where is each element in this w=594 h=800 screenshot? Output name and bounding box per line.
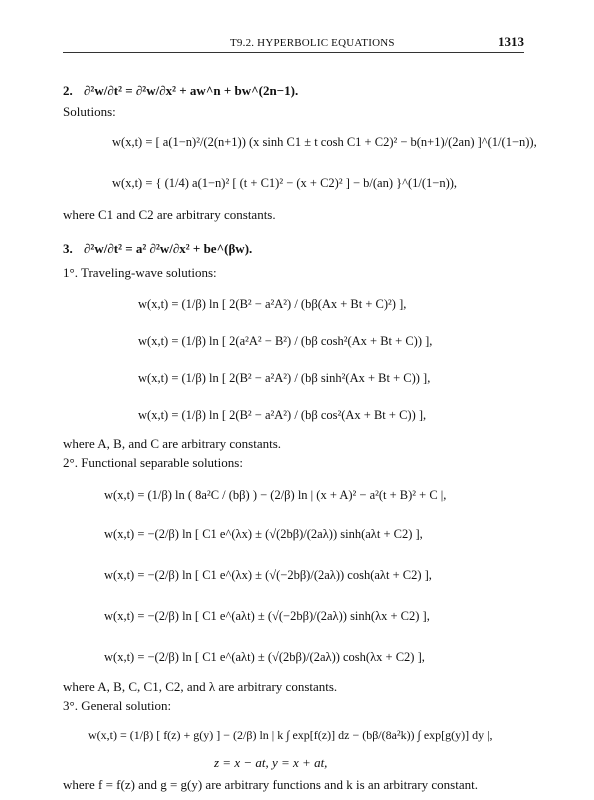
traveling-wave-solution-1: w(x,t) = (1/β) ln [ 2(B² − a²A²) / (bβ(Ax + Bt + C)²) ], xyxy=(138,297,407,311)
running-title: T9.2. HYPERBOLIC EQUATIONS xyxy=(230,37,395,49)
solutions-label: Solutions: xyxy=(63,104,116,119)
equation-2-number: 2. xyxy=(63,83,73,98)
equation-2: ∂²w/∂t² = ∂²w/∂x² + aw^n + bw^(2n−1). xyxy=(84,83,299,98)
functional-separable-label: 2°. Functional separable solutions: xyxy=(63,455,243,470)
general-solution: w(x,t) = (1/β) [ f(z) + g(y) ] − (2/β) ln | k ∫ exp[f(z)] dz − (bβ/(8a²k)) ∫ exp[g(y)] dy |, xyxy=(88,728,493,742)
traveling-wave-solution-3: w(x,t) = (1/β) ln [ 2(B² − a²A²) / (bβ sinh²(Ax + Bt + C)) ], xyxy=(138,371,431,385)
page-header xyxy=(63,34,524,53)
functional-separable-note: where A, B, C, C1, C2, and λ are arbitrary constants. xyxy=(63,679,338,694)
functional-separable-solution-3: w(x,t) = −(2/β) ln [ C1 e^(λx) ± (√(−2bβ)/(2aλ)) cosh(aλt + C2) ], xyxy=(104,568,432,582)
eq2-solution-1: w(x,t) = [ a(1−n)²/(2(n+1)) (x sinh C1 ± t cosh C1 + C2)² − b(n+1)/(2an) ]^(1/(1−n)), xyxy=(112,135,537,149)
functional-separable-solution-1: w(x,t) = (1/β) ln ( 8a²C / (bβ) ) − (2/β) ln | (x + A)² − a²(t + B)² + C |, xyxy=(104,488,447,502)
general-solution-label: 3°. General solution: xyxy=(63,698,172,713)
equation-3: ∂²w/∂t² = a² ∂²w/∂x² + be^(βw). xyxy=(84,241,253,256)
traveling-wave-label: 1°. Traveling-wave solutions: xyxy=(63,265,217,280)
page-number: 1313 xyxy=(498,34,524,49)
functional-separable-solution-5: w(x,t) = −(2/β) ln [ C1 e^(aλt) ± (√(2bβ)/(2aλ)) cosh(λx + C2) ], xyxy=(104,650,425,664)
eq2-constants-note: where C1 and C2 are arbitrary constants. xyxy=(63,207,276,222)
general-solution-note: where f = f(z) and g = g(y) are arbitrary functions and k is an arbitrary constant. xyxy=(63,777,478,792)
traveling-wave-solution-2: w(x,t) = (1/β) ln [ 2(a²A² − B²) / (bβ cosh²(Ax + Bt + C)) ], xyxy=(138,334,433,348)
eq2-solution-2: w(x,t) = { (1/4) a(1−n)² [ (t + C1)² − (x + C2)² ] − b/(an) }^(1/(1−n)), xyxy=(112,176,458,190)
traveling-wave-solution-4: w(x,t) = (1/β) ln [ 2(B² − a²A²) / (bβ cos²(Ax + Bt + C)) ], xyxy=(138,408,427,422)
functional-separable-solution-2: w(x,t) = −(2/β) ln [ C1 e^(λx) ± (√(2bβ)/(2aλ)) sinh(aλt + C2) ], xyxy=(104,527,423,541)
functional-separable-solution-4: w(x,t) = −(2/β) ln [ C1 e^(aλt) ± (√(−2bβ)/(2aλ)) sinh(λx + C2) ], xyxy=(104,609,430,623)
equation-3-number: 3. xyxy=(63,241,73,256)
traveling-wave-note: where A, B, and C are arbitrary constants. xyxy=(63,436,282,451)
general-solution-variables: z = x − at, y = x + at, xyxy=(214,755,328,770)
